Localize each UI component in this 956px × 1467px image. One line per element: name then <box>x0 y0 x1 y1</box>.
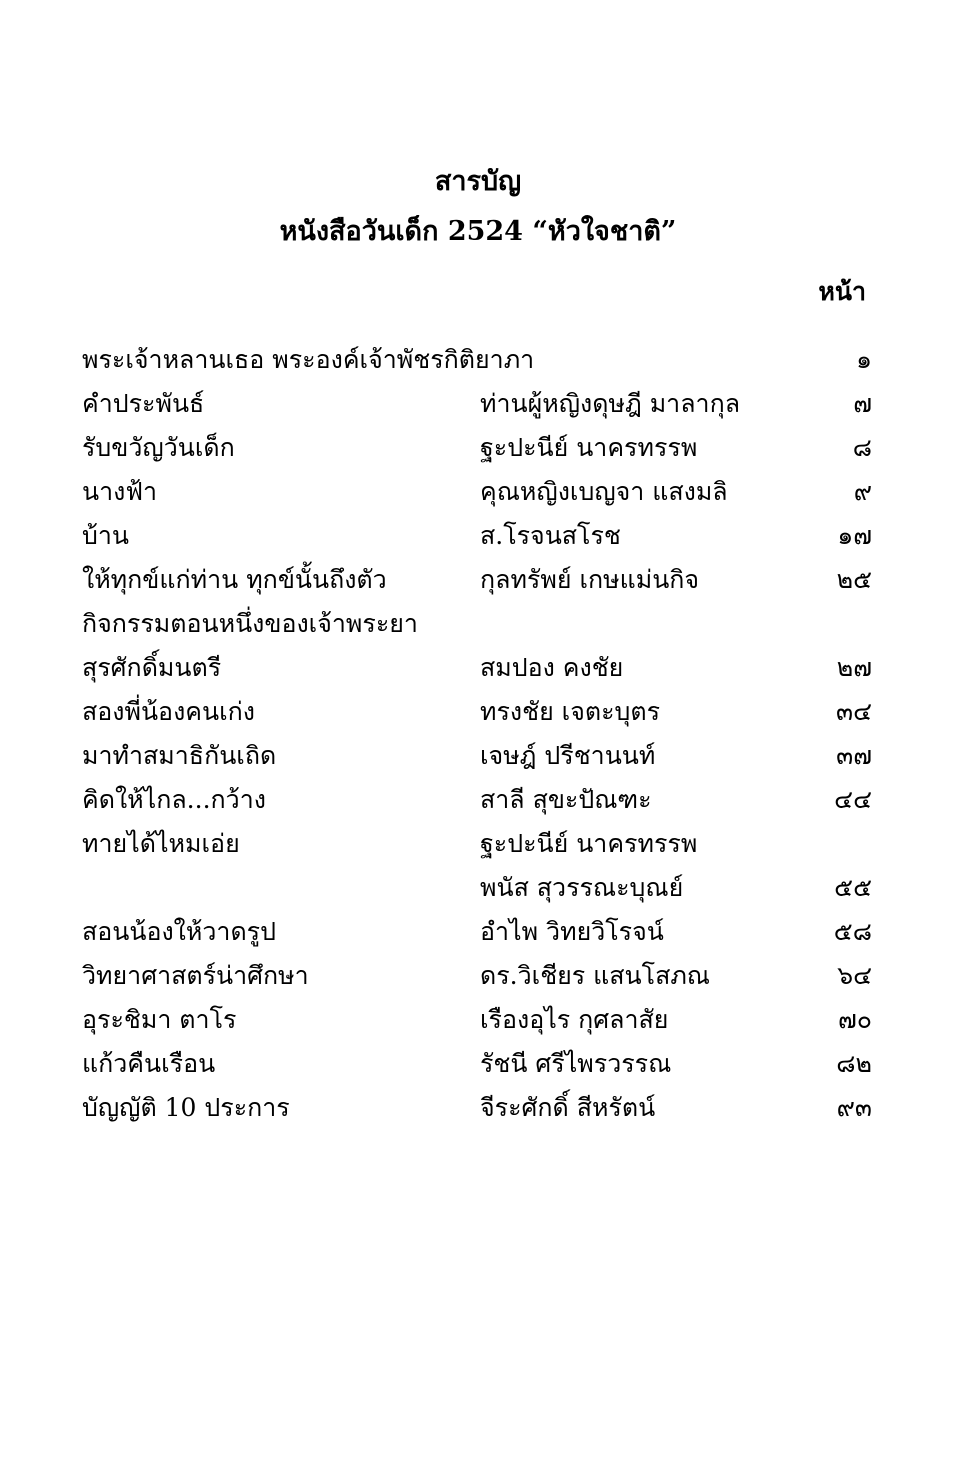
toc-entry-title: บัญญัติ 10 ประการ <box>82 1093 290 1122</box>
toc-entry-title: สองพี่น้องคนเก่ง <box>82 697 255 726</box>
toc-entry <box>0 514 956 558</box>
toc-entry-page: ๑๗ <box>837 521 872 550</box>
toc-entry-author: คุณหญิงเบญจา แสงมลิ <box>480 477 728 506</box>
toc-entry-author: ทรงชัย เจตะบุตร <box>480 697 661 726</box>
toc-entry <box>0 866 956 910</box>
toc-entry-title: รับขวัญวันเด็ก <box>82 433 235 462</box>
toc-entry-page: ๖๔ <box>837 961 872 990</box>
toc-entry-title: นางฟ้า <box>82 477 158 506</box>
toc-entry <box>0 426 956 470</box>
toc-entry-page: ๗๐ <box>837 1005 872 1034</box>
toc-entry <box>0 822 956 866</box>
toc-entry <box>0 1086 956 1130</box>
toc-entry <box>0 690 956 734</box>
toc-entry-author: เรืองอุไร กุศลาสัย <box>480 1005 669 1034</box>
toc-entry-page: ๘๒ <box>836 1049 872 1078</box>
toc-entry-author: อำไพ วิทยวิโรจน์ <box>480 917 664 946</box>
toc-entry-page: ๓๔ <box>835 697 872 726</box>
toc-entry <box>0 778 956 822</box>
toc-entry-page: ๒๕ <box>836 565 872 594</box>
toc-entry-title: ทายได้ไหมเอ่ย <box>82 829 240 858</box>
toc-entry <box>0 338 956 382</box>
toc-entry-title: สุรศักดิ์มนตรี <box>82 653 222 682</box>
toc-entry-title: วิทยาศาสตร์น่าศึกษา <box>82 961 309 990</box>
toc-entry-page: ๕๘ <box>833 917 872 946</box>
toc-entry-page: ๘ <box>852 433 872 462</box>
toc-entry-title: มาทำสมาธิกันเถิด <box>82 741 277 770</box>
toc-entry-author: สมปอง คงชัย <box>480 653 624 682</box>
toc-entry-title: กิจกรรมตอนหนึ่งของเจ้าพระยา <box>82 609 418 638</box>
book-subtitle: หนังสือวันเด็ก 2524 “หัวใจชาติ” <box>279 216 677 247</box>
toc-entry <box>0 954 956 998</box>
toc-entry-page: ๙๓ <box>836 1093 872 1122</box>
toc-entry-page: ๕๕ <box>834 873 872 902</box>
page-title: สารบัญ <box>434 166 522 197</box>
toc-entry <box>0 470 956 514</box>
toc-entry-title: คิดให้ไกล...กว้าง <box>82 785 266 814</box>
toc-entry-title: แก้วคืนเรือน <box>82 1049 216 1078</box>
toc-entry-title: พระเจ้าหลานเธอ พระองค์เจ้าพัชรกิติยาภา <box>82 345 535 374</box>
toc-entry-title: อุระชิมา ตาโร <box>82 1005 237 1034</box>
toc-entry-author: ท่านผู้หญิงดุษฎี มาลากุล <box>480 389 741 418</box>
toc-entry-page: ๒๗ <box>836 653 872 682</box>
toc-entry-author: รัชนี ศรีไพรวรรณ <box>480 1049 672 1078</box>
toc-entry-author: พนัส สุวรรณะบุณย์ <box>480 873 684 902</box>
toc-entry-page: ๔๔ <box>834 785 872 814</box>
toc-entry-title: ให้ทุกข์แก่ท่าน ทุกข์นั้นถึงตัว <box>82 565 387 594</box>
toc-entry-title: สอนน้องให้วาดรูป <box>82 917 276 946</box>
page-column-header: หน้า <box>818 277 866 306</box>
toc-entry <box>0 998 956 1042</box>
toc-entry-page: ๑ <box>856 345 872 374</box>
toc-entry-author: กุลทรัพย์ เกษแม่นกิจ <box>480 565 700 594</box>
toc-entry-page: ๓๗ <box>836 741 872 770</box>
toc-entry <box>0 558 956 602</box>
toc-entry <box>0 734 956 778</box>
toc-entry <box>0 602 956 646</box>
toc-entry-author: สาลี สุขะปัณฑะ <box>480 785 652 814</box>
toc-entry-title: บ้าน <box>82 521 129 550</box>
table-of-contents <box>0 338 956 1130</box>
toc-entry-title: คำประพันธ์ <box>82 389 205 418</box>
toc-entry <box>0 910 956 954</box>
toc-entry-author: ดร.วิเชียร แสนโสภณ <box>480 961 711 990</box>
toc-entry <box>0 646 956 690</box>
toc-entry-page: ๙ <box>853 477 872 506</box>
toc-entry-author: ฐะปะนีย์ นาครทรรพ <box>480 433 698 462</box>
toc-entry-author: เจษฎ์ ปรีชานนท์ <box>480 741 656 770</box>
toc-entry <box>0 1042 956 1086</box>
toc-entry-author: ฐะปะนีย์ นาครทรรพ <box>480 829 698 858</box>
toc-entry <box>0 382 956 426</box>
toc-entry-author: จีระศักดิ์ สีหรัตน์ <box>480 1093 656 1122</box>
toc-entry-page: ๗ <box>853 389 872 418</box>
toc-entry-author: ส.โรจนสโรช <box>480 521 621 550</box>
